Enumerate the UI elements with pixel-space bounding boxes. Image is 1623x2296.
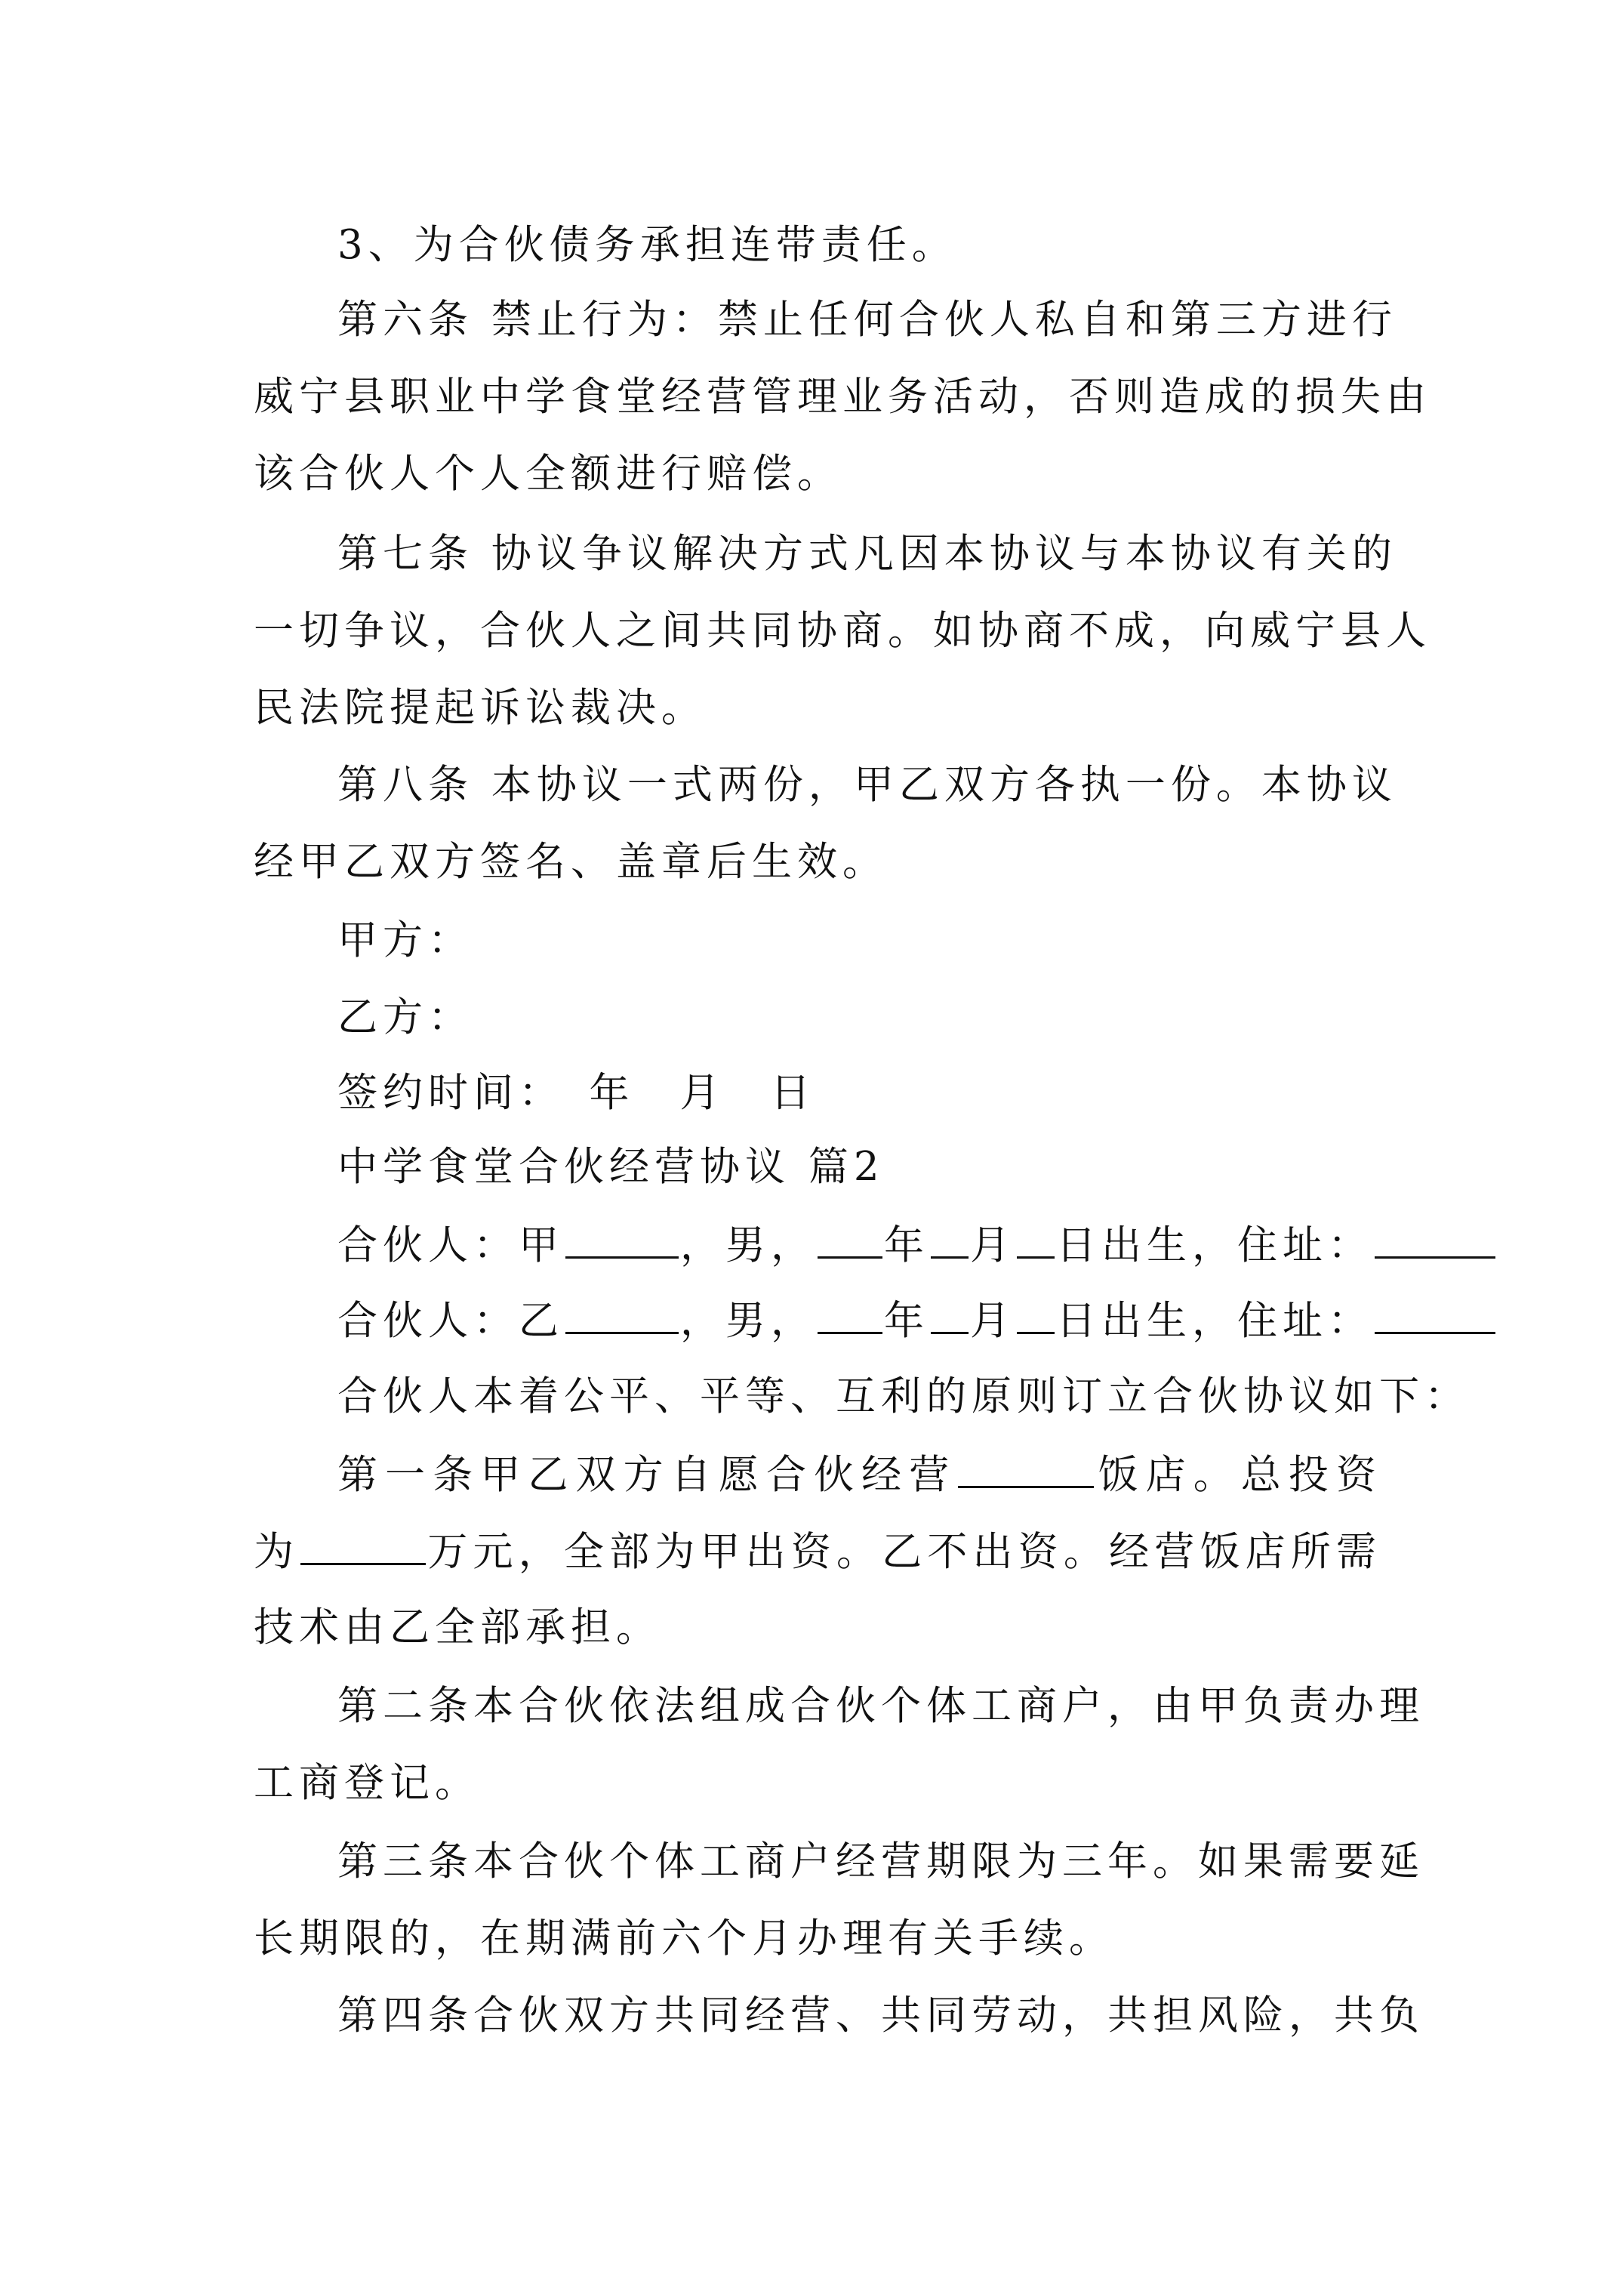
fill-blank [958, 1451, 1094, 1488]
signature-party-b-label: 乙方： [337, 994, 473, 1040]
signing-date-label: 签约时间： 年 月 日 [337, 1070, 816, 1116]
fill-blank [931, 1297, 969, 1334]
article-1-line-2 [254, 1528, 1381, 1575]
text-fragment: 万元，全部为甲出资。乙不出资。经营饭店所需 [427, 1529, 1382, 1575]
signature-party-a-label: 甲方： [337, 917, 473, 963]
fill-blank [1375, 1297, 1495, 1334]
partner-a-prefix: 合伙人：甲 [337, 1222, 564, 1268]
text-line: 第二条本合伙依法组成合伙个体工商户，由甲负责办理 [337, 1683, 1424, 1729]
fill-blank [818, 1222, 882, 1259]
text-line: 民法院提起诉讼裁决。 [254, 685, 707, 731]
partner-b-prefix: 合伙人：乙 [337, 1298, 564, 1344]
text-fragment: 第一条甲乙双方自愿合伙经营 [337, 1452, 957, 1498]
text-fragment: 月 [970, 1298, 1015, 1344]
text-line: 经甲乙双方签名、盖章后生效。 [254, 839, 888, 885]
text-fragment: 饭店。总投资 [1095, 1452, 1382, 1498]
fill-blank [1017, 1297, 1055, 1334]
text-line: 第三条本合伙个体工商户经营期限为三年。如果需要延 [337, 1838, 1424, 1885]
fill-blank [565, 1297, 679, 1334]
text-line: 一切争议，合伙人之间共同协商。如协商不成，向威宁县人 [254, 608, 1431, 654]
text-line: 工商登记。 [254, 1760, 480, 1806]
text-line: 技术由乙全部承担。 [254, 1604, 661, 1650]
partner-b-line [337, 1297, 1381, 1344]
text-fragment: 日出生，住址： [1056, 1222, 1373, 1268]
text-line: 长期限的，在期满前六个月办理有关手续。 [254, 1915, 1114, 1962]
text-line: 第六条 禁止行为：禁止任何合伙人私自和第三方进行 [337, 297, 1397, 343]
fill-blank [818, 1297, 882, 1334]
fill-blank [1375, 1222, 1495, 1259]
text-line: 第八条 本协议一式两份，甲乙双方各执一份。本协议 [337, 762, 1397, 808]
text-fragment: ，男， [680, 1222, 816, 1268]
text-line: 第七条 协议争议解决方式凡因本协议与本协议有关的 [337, 531, 1397, 577]
text-line: 合伙人本着公平、平等、互利的原则订立合伙协议如下： [337, 1373, 1470, 1419]
text-fragment: 月 [970, 1222, 1015, 1268]
text-line: 第四条合伙双方共同经营、共同劳动，共担风险，共负 [337, 1992, 1424, 2039]
fill-blank [565, 1222, 679, 1259]
text-line: 3、为合伙债务承担连带责任。 [337, 222, 957, 268]
partner-a-line [337, 1222, 1381, 1268]
text-fragment: ，男， [680, 1298, 816, 1344]
article-1-line [337, 1451, 1381, 1498]
text-fragment: 日出生，住址： [1056, 1298, 1373, 1344]
fill-blank [931, 1222, 969, 1259]
text-line: 威宁县职业中学食堂经营管理业务活动，否则造成的损失由 [254, 374, 1431, 420]
fill-blank [300, 1528, 426, 1565]
text-fragment: 年 [884, 1298, 929, 1344]
section-heading: 中学食堂合伙经营协议 篇2 [337, 1144, 885, 1190]
text-fragment: 为 [254, 1529, 300, 1575]
text-fragment: 年 [884, 1222, 929, 1268]
fill-blank [1017, 1222, 1055, 1259]
text-line: 该合伙人个人全额进行赔偿。 [254, 451, 842, 497]
